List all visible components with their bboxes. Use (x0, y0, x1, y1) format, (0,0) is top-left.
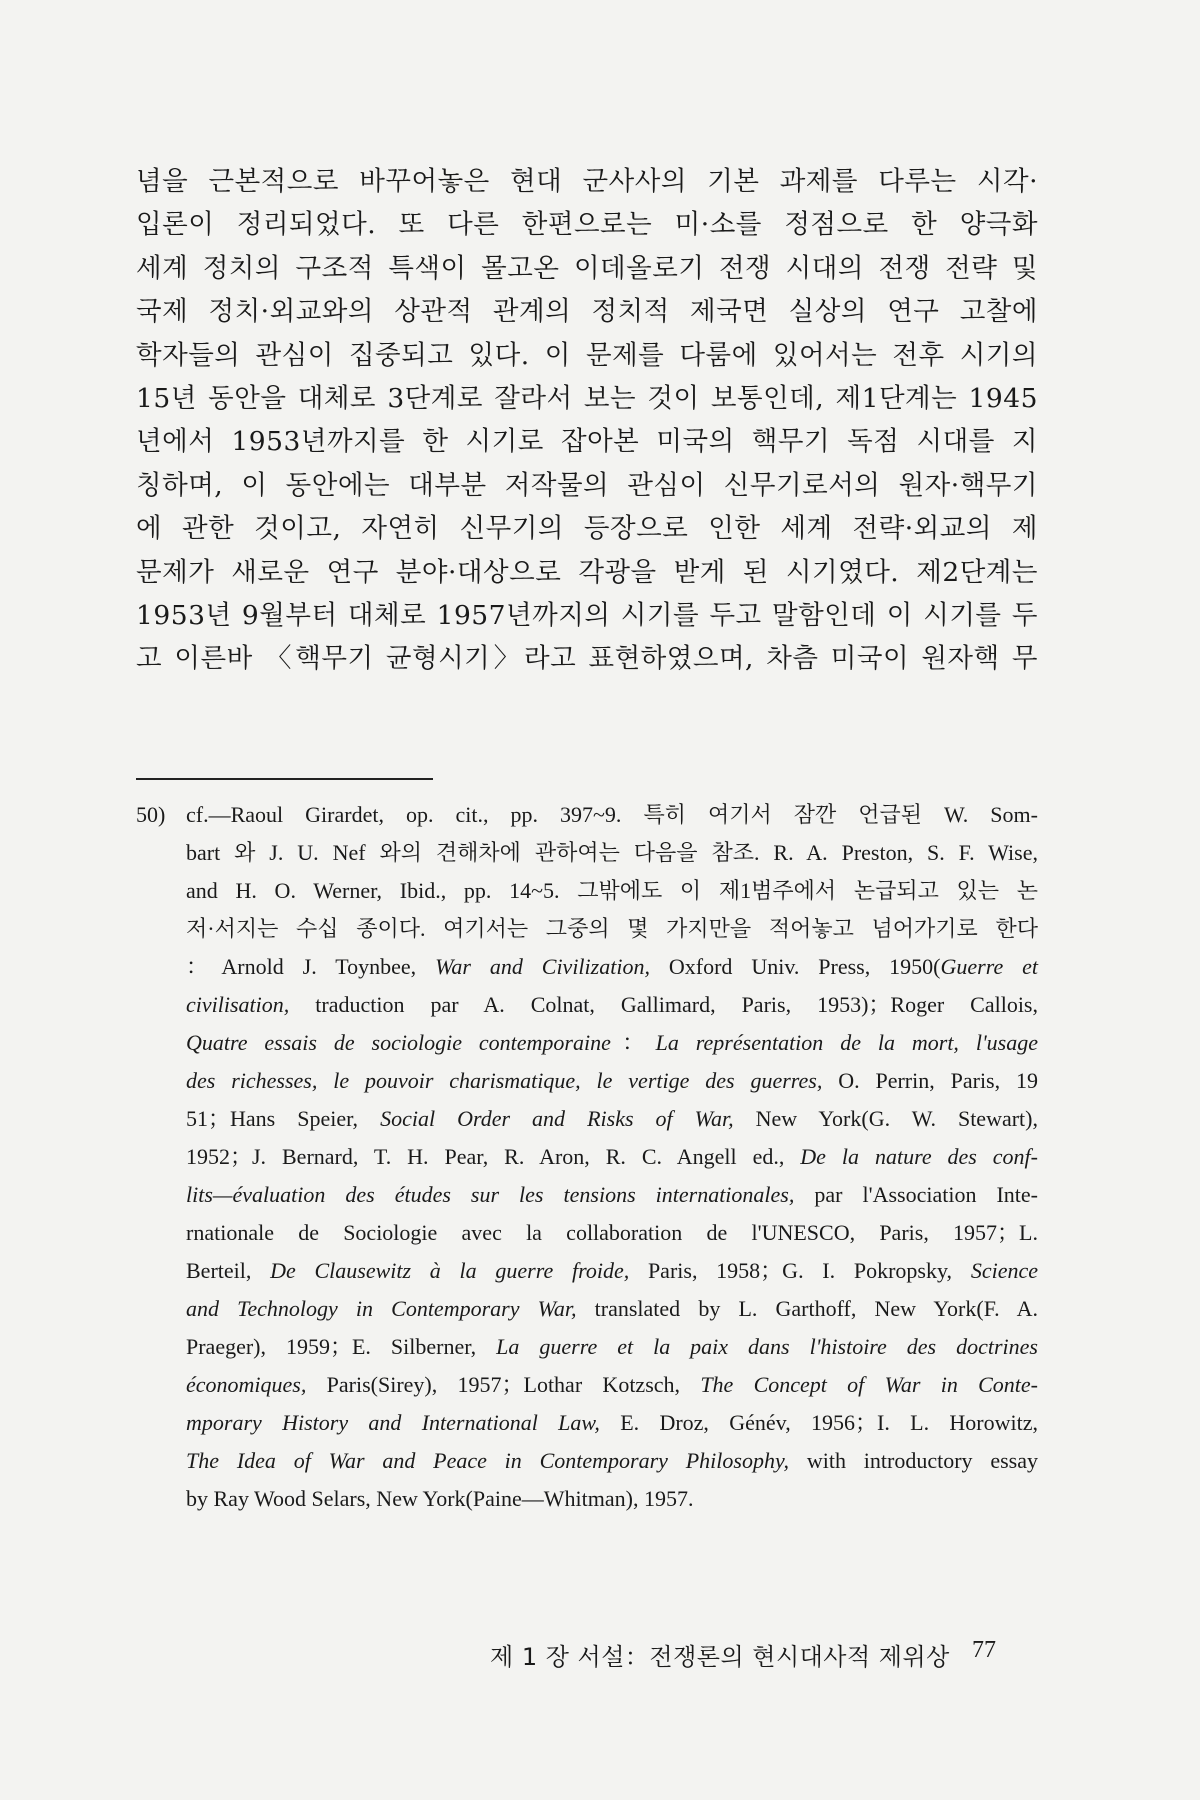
footnote-text (186, 796, 1038, 1518)
italic-title: Guerre et (940, 954, 1038, 979)
footnote-segment: Paris(Sirey), 1957；Lothar Kotzsch, (306, 1372, 701, 1397)
footnote-segment: ：Arnold J. Toynbee, (186, 954, 436, 979)
footnote-line (186, 1024, 1038, 1062)
body-line: 칭하며, 이 동안에는 대부분 저작물의 관심이 신무기로서의 원자·핵무기 (136, 469, 1038, 501)
footnote-segment: traduction par A. Colnat, Gallimard, Paris, 1953)；Roger Callois, (289, 992, 1038, 1017)
body-line: 고 이른바 〈핵무기 균형시기〉라고 표현하였으며, 차츰 미국이 원자핵 무 (136, 643, 1038, 675)
footnote-segment: cf.—Raoul Girardet, op. cit., pp. 397~9. 특히 여기서 잠깐 언급된 W. Som- (186, 802, 1038, 827)
italic-title: économiques, (186, 1372, 307, 1397)
footnote-segment: New York(G. W. Stewart), (733, 1106, 1038, 1131)
footnote-segment: 51；Hans Speier, (186, 1106, 381, 1131)
footnote-line (186, 948, 1038, 986)
italic-title: des richesses, le pouvoir charismatique, le vertige des guerres, (186, 1068, 823, 1093)
italic-title: De Clausewitz à la guerre froide, (270, 1258, 630, 1283)
main-text (136, 160, 1038, 681)
italic-title: mporary History and International Law, (186, 1410, 600, 1435)
body-line: 입론이 정리되었다. 또 다른 한편으로는 미·소를 정점으로 한 양극화 (136, 209, 1038, 241)
footnote-line (186, 1480, 1038, 1518)
italic-title: lits—évaluation des études sur les tensions internationales, (186, 1182, 795, 1207)
footnote-segment: and H. O. Werner, Ibid., pp. 14~5. 그밖에도 이 제1범주에서 논급되고 있는 논 (186, 878, 1038, 903)
footnote-label: 50) (136, 802, 166, 827)
footnote-segment: rnationale de Sociologie avec la collaboration de l'UNESCO, Paris, 1957；L. (186, 1220, 1038, 1245)
italic-title: Quatre essais de sociologie contemporaine (186, 1030, 611, 1055)
italic-title: Social Order and Risks of War, (380, 1106, 734, 1131)
footnote-rule (136, 778, 433, 780)
footnote-line (186, 1062, 1038, 1100)
body-line: 15년 동안을 대체로 3단계로 잘라서 보는 것이 보통인데, 제1단계는 1945 (136, 383, 1038, 415)
footnote-segment: ： (610, 1030, 656, 1055)
footnote-line (186, 1100, 1038, 1138)
footnote-line (186, 986, 1038, 1024)
body-line: 념을 근본적으로 바꾸어놓은 현대 군사사의 기본 과제를 다루는 시각· (136, 166, 1038, 197)
page-number: 77 (972, 1637, 996, 1663)
body-line: 학자들의 관심이 집중되고 있다. 이 문제를 다룸에 있어서는 전후 시기의 (136, 339, 1038, 371)
italic-title: La guerre et la paix dans l'histoire des doctrines (496, 1334, 1038, 1359)
italic-title: civilisation, (186, 992, 290, 1017)
italic-title: The Idea of War and Peace in Contemporary Philosophy, (186, 1448, 790, 1473)
footnote-segment: by Ray Wood Selars, New York(Paine—Whitman), 1957. (186, 1486, 694, 1511)
italic-title: War and Civilization, (435, 954, 650, 979)
footnote-line (186, 1290, 1038, 1328)
italic-title: Science (970, 1258, 1038, 1283)
footnote-line (186, 1328, 1038, 1366)
footnote-segment: 저·서지는 수십 종이다. 여기서는 그중의 몇 가지만을 적어놓고 넘어가기로 한다 (186, 916, 1038, 941)
footnote-segment: with introductory essay (789, 1448, 1038, 1473)
footnote-segment: Praeger), 1959；E. Silberner, (186, 1334, 497, 1359)
footnote-line (186, 1214, 1038, 1252)
italic-title: The Concept of War in Conte- (700, 1372, 1038, 1397)
footnote-segment: 1952；J. Bernard, T. H. Pear, R. Aron, R. C. Angell ed., (186, 1144, 801, 1169)
footnote-segment: O. Perrin, Paris, 19 (822, 1068, 1038, 1093)
footnote-segment: par l'Association Inte- (794, 1182, 1038, 1207)
footnote-line (186, 1176, 1038, 1214)
footnote-segment: Oxford Univ. Press, 1950( (649, 954, 941, 979)
footnote-line (186, 1138, 1038, 1176)
italic-title: La représentation de la mort, l'usage (655, 1030, 1038, 1055)
footnote-line (186, 796, 1038, 834)
body-line: 1953년 9월부터 대체로 1957년까지의 시기를 두고 말함인데 이 시기를 두 (136, 600, 1038, 632)
italic-title: De la nature des conf- (800, 1144, 1039, 1169)
footnote-line (186, 1252, 1038, 1290)
footnote-line (186, 834, 1038, 872)
footnote-segment: Berteil, (186, 1258, 271, 1283)
italic-title: and Technology in Contemporary War, (186, 1296, 577, 1321)
footnote-line (186, 1404, 1038, 1442)
running-footer: 제 1 장 서설：전쟁론의 현시대사적 제위상 (490, 1643, 950, 1671)
footnote-line (186, 872, 1038, 910)
body-line: 년에서 1953년까지를 한 시기로 잡아본 미국의 핵무기 독점 시대를 지 (136, 426, 1038, 458)
footnote-segment: translated by L. Garthoff, New York(F. A. (576, 1296, 1038, 1321)
body-line: 국제 정치·외교와의 상관적 관계의 정치적 제국면 실상의 연구 고찰에 (136, 296, 1038, 328)
footnote-segment: bart 와 J. U. Nef 와의 견해차에 관하여는 다음을 참조. R. A. Preston, S. F. Wise, (186, 840, 1038, 865)
footnote-line (186, 910, 1038, 948)
footnote-line (186, 1442, 1038, 1480)
footnote-line (186, 1366, 1038, 1404)
body-line: 세계 정치의 구조적 특색이 몰고온 이데올로기 전쟁 시대의 전쟁 전략 및 (136, 252, 1038, 284)
footnote-segment: E. Droz, Génév, 1956；I. L. Horowitz, (599, 1410, 1038, 1435)
body-line: 에 관한 것이고, 자연히 신무기의 등장으로 인한 세계 전략·외교의 제 (136, 513, 1038, 545)
footnote-segment: Paris, 1958；G. I. Pokropsky, (629, 1258, 971, 1283)
body-line: 문제가 새로운 연구 분야·대상으로 각광을 받게 된 시기였다. 제2단계는 (136, 556, 1038, 588)
